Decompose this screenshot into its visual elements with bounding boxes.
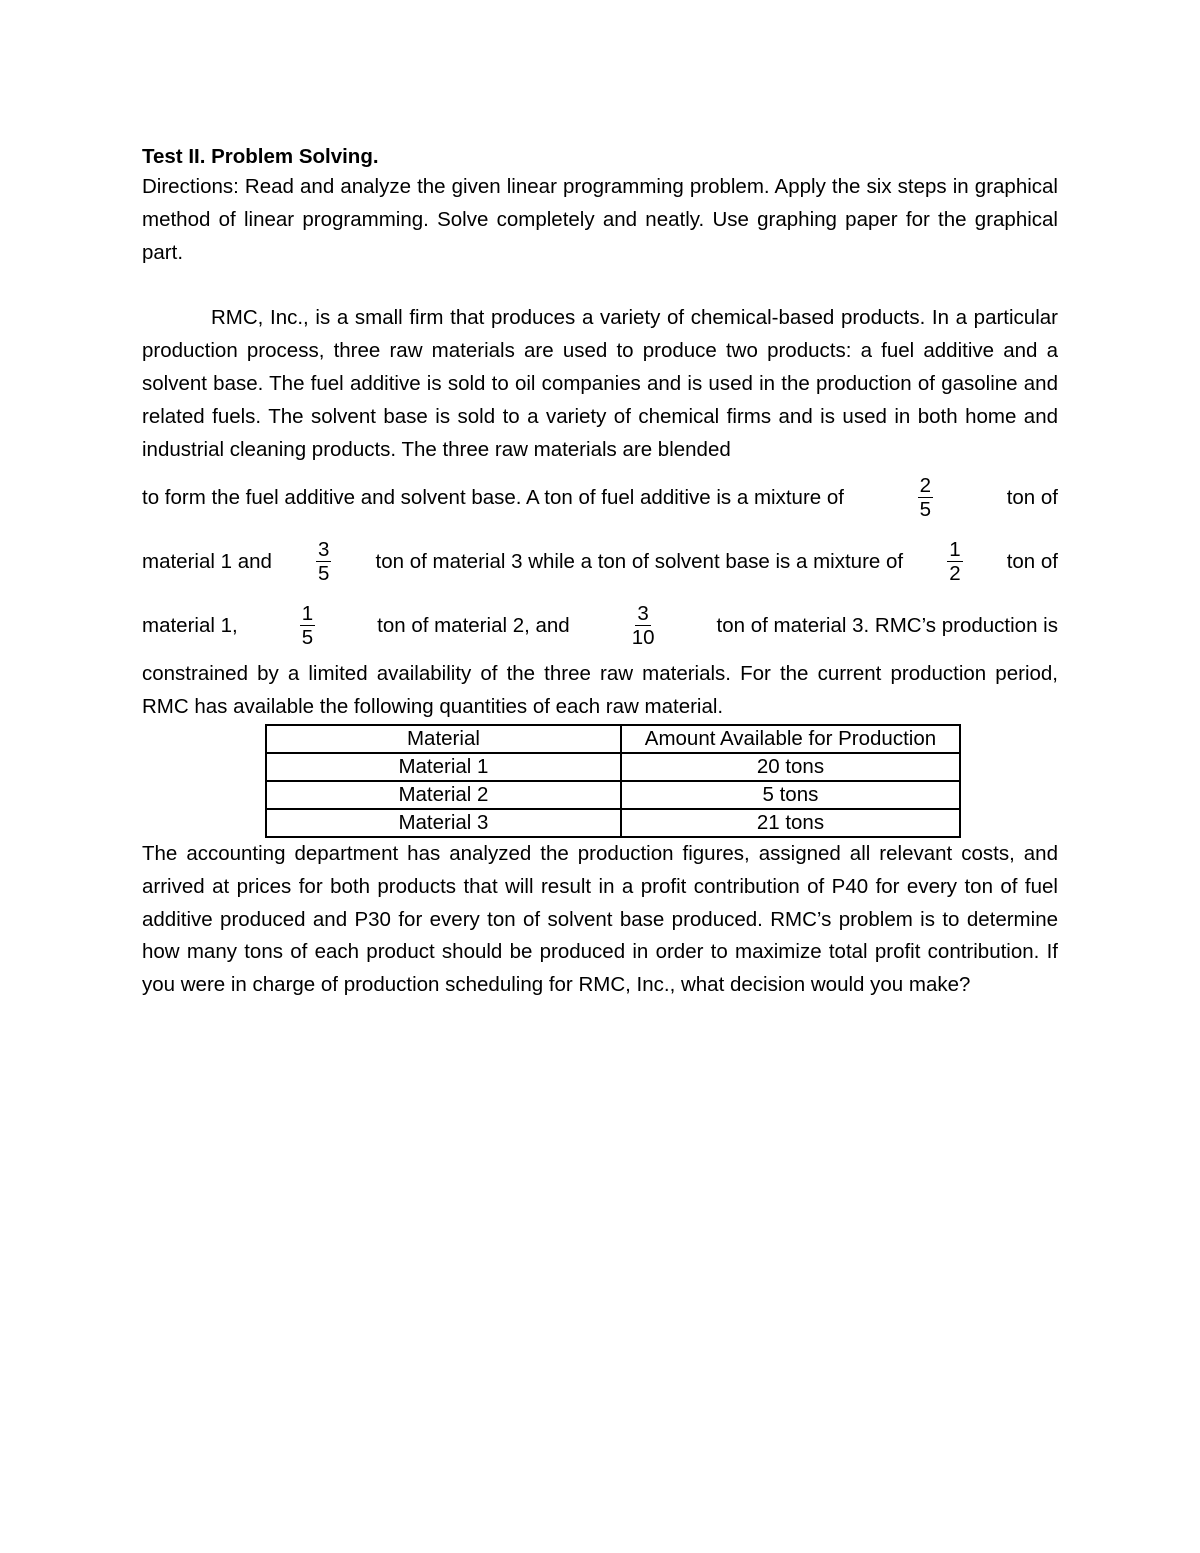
fraction-line-3 (142, 594, 1058, 658)
fraction-one-half (947, 539, 962, 585)
test-heading: Test II. Problem Solving. (142, 145, 379, 168)
fraction-denominator: 2 (949, 562, 961, 586)
table-row (266, 809, 960, 837)
fraction-numerator: 3 (637, 602, 649, 626)
problem-intro-paragraph: RMC, Inc., is a small firm that produces a variety of chemical-based products. In a particular production process, three raw materials are used to produce two products: a fuel additive and a solvent base. The fuel additive is sold to oil companies and is used in the production of gasoline and related fuels. The solvent base is sold to a variety of chemical firms and is used in both home and industrial cleaning products. The three raw materials are blended (142, 306, 1058, 461)
line1-text-a: to form the fuel additive and solvent base. A ton of fuel additive is a mixture of (142, 486, 844, 510)
table-cell-material: Material 2 (266, 781, 621, 809)
line3-text-c: ton of material 3. RMC’s production is (716, 614, 1058, 638)
table-header-amount: Amount Available for Production (621, 725, 960, 753)
fraction-two-fifths (918, 475, 933, 521)
fraction-three-tenths (632, 603, 655, 649)
fraction-three-fifths (316, 539, 331, 585)
fraction-denominator: 5 (318, 562, 330, 586)
table-cell-amount: 20 tons (621, 753, 960, 781)
fraction-denominator: 5 (301, 626, 314, 650)
directions-paragraph: Directions: Read and analyze the given linear programming problem. Apply the six steps in graphical method of linear programming. Solve completely and neatly. Use graphing paper for the graphical part. (142, 175, 1058, 264)
blank-line (142, 269, 1058, 302)
fraction-one-fifth (300, 603, 315, 649)
line3-text-b: ton of material 2, and (377, 614, 570, 638)
fraction-denominator: 10 (631, 626, 655, 650)
table-row (266, 781, 960, 809)
line1-text-b: ton of (1006, 486, 1058, 510)
line3-text-a: material 1, (142, 614, 238, 638)
fraction-line-2 (142, 530, 1058, 594)
fraction-line-1 (142, 466, 1058, 530)
table-cell-amount: 21 tons (621, 809, 960, 837)
table-cell-amount: 5 tons (621, 781, 960, 809)
fraction-numerator: 1 (949, 538, 961, 562)
fraction-numerator: 3 (318, 538, 330, 562)
line2-text-b: ton of material 3 while a ton of solvent base is a mixture of (375, 550, 904, 574)
constraint-paragraph: constrained by a limited availability of the three raw materials. For the current production period, RMC has available the following quantities of each raw material. (142, 662, 1058, 719)
line2-text-c: ton of (1006, 550, 1058, 574)
materials-table (265, 724, 961, 838)
table-cell-material: Material 3 (266, 809, 621, 837)
closing-paragraph: The accounting department has analyzed the production figures, assigned all relevant costs, and arrived at prices for both products that will result in a profit contribution of P40 for every ton of fuel additive produced and P30 for every ton of solvent base produced. RMC’s problem is to determine how many tons of each product should be produced in order to maximize total profit contribution. If you were in charge of production scheduling for RMC, Inc., what decision would you make? (142, 841, 1058, 997)
table-row (266, 753, 960, 781)
line2-text-a: material 1 and (142, 550, 272, 574)
fraction-numerator: 1 (301, 602, 314, 626)
fraction-numerator: 2 (919, 474, 932, 498)
table-header-material: Material (266, 725, 621, 753)
document-content (142, 143, 1058, 1002)
table-header-row (266, 725, 960, 753)
table-cell-material: Material 1 (266, 753, 621, 781)
fraction-denominator: 5 (919, 498, 932, 522)
